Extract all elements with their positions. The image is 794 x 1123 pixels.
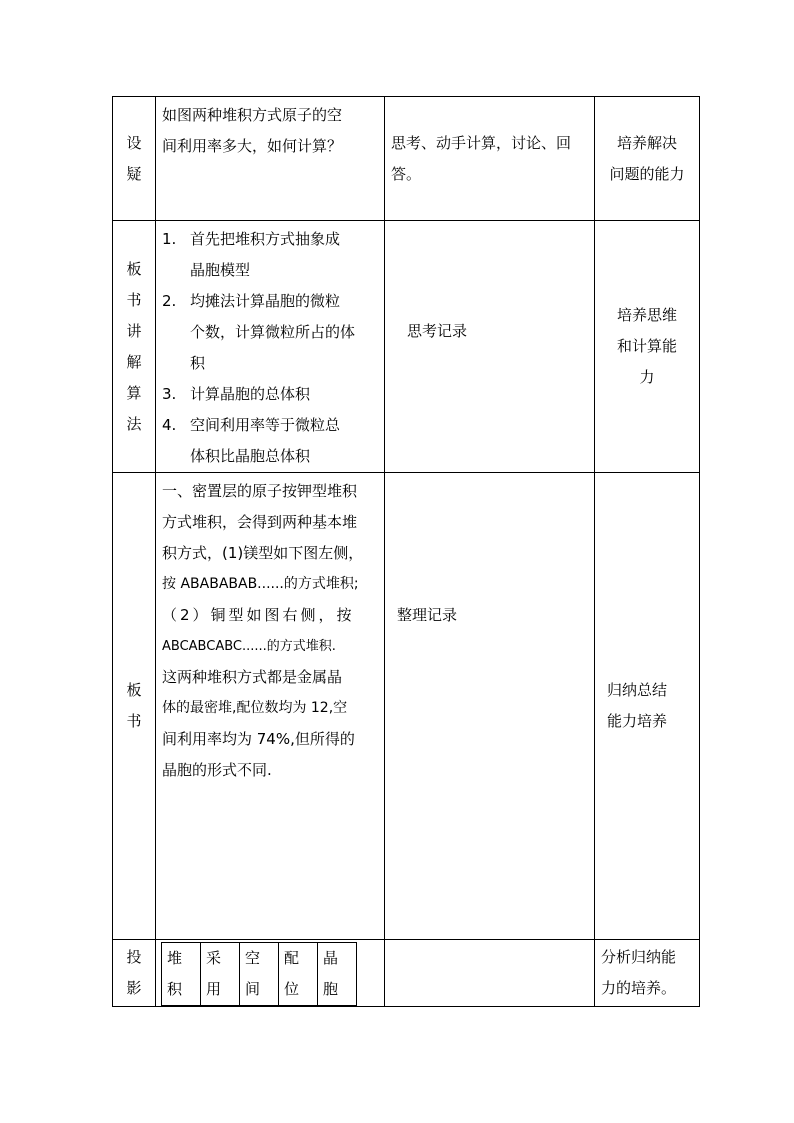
purpose-line: 问题的能力	[609, 164, 685, 183]
label-char: 法	[126, 414, 142, 433]
list-item	[162, 379, 378, 410]
step-line: 个数，计算微粒所占的体	[190, 323, 356, 341]
inner-header-cell	[162, 943, 201, 1006]
header-char: 配	[284, 949, 300, 967]
row-label-board	[113, 473, 156, 940]
label-char: 板	[126, 681, 142, 699]
row-label-question	[113, 97, 156, 221]
list-item	[162, 286, 378, 379]
content-line: 间利用率多大，如何计算？	[162, 137, 343, 155]
step-line: 体积比晶胞总体积	[190, 447, 311, 465]
content-line: 积方式，(1)镁型如下图左侧，	[162, 544, 364, 562]
label-char: 算	[126, 383, 142, 402]
label-char: 疑	[126, 164, 142, 183]
label-char: 板	[126, 259, 142, 278]
header-char: 胞	[323, 980, 339, 998]
label-char: 书	[126, 290, 142, 309]
table-row	[162, 943, 357, 1006]
lesson-plan-table	[112, 96, 700, 1007]
activity-line: 思考、动手计算，讨论、回	[391, 133, 572, 152]
table-row-method	[113, 221, 700, 473]
row-label-method	[113, 221, 156, 473]
label-char: 投	[126, 948, 142, 966]
header-char: 用	[206, 980, 222, 998]
header-char: 晶	[323, 949, 339, 967]
student-activity	[385, 473, 595, 940]
content-line: 晶胞的形式不同.	[162, 761, 272, 779]
student-activity	[385, 940, 595, 1007]
question-content	[156, 97, 385, 221]
purpose-line: 力	[639, 368, 655, 386]
student-activity	[385, 221, 595, 473]
inner-header-cell	[318, 943, 357, 1006]
header-char: 积	[167, 980, 183, 998]
design-purpose	[595, 221, 700, 473]
step-line: 均摊法计算晶胞的微粒	[190, 292, 341, 310]
header-char: 位	[284, 980, 300, 998]
purpose-line: 归纳总结	[607, 681, 668, 699]
step-number: 4.	[162, 416, 177, 434]
purpose-line: 力的培养。	[601, 979, 677, 997]
step-number: 1.	[162, 230, 177, 248]
label-char: 书	[126, 712, 142, 730]
method-steps	[156, 221, 385, 473]
step-line: 晶胞模型	[190, 261, 251, 279]
student-activity	[385, 97, 595, 221]
content-line: 体的最密堆,配位数均为 12,空	[162, 700, 348, 716]
content-line: 一、密置层的原子按钾型堆积	[162, 482, 358, 500]
label-char: 解	[126, 352, 142, 371]
label-char: 影	[126, 979, 142, 997]
activity-line: 整理记录	[397, 606, 458, 624]
content-line: 方式堆积，会得到两种基本堆	[162, 513, 358, 531]
table-row-question	[113, 97, 700, 221]
list-item	[162, 410, 378, 472]
purpose-line: 和计算能	[616, 337, 677, 355]
step-line: 计算晶胞的总体积	[190, 385, 311, 403]
design-purpose	[595, 97, 700, 221]
content-line: 间利用率均为 74%,但所得的	[162, 730, 355, 748]
step-line: 空间利用率等于微粒总	[190, 416, 341, 434]
step-line: 首先把堆积方式抽象成	[190, 230, 341, 248]
inner-header-cell	[279, 943, 318, 1006]
content-line: ABCABCABC......的方式堆积.	[162, 639, 336, 654]
content-line: 按 ABABABAB......的方式堆积;	[162, 576, 359, 592]
inner-header-cell	[240, 943, 279, 1006]
inner-header-cell	[201, 943, 240, 1006]
table-row-board	[113, 473, 700, 940]
design-purpose	[595, 473, 700, 940]
projection-content	[156, 940, 385, 1007]
header-char: 间	[245, 980, 261, 998]
inner-table	[161, 942, 357, 1006]
row-label-projection	[113, 940, 156, 1007]
content-line: 这两种堆积方式都是金属晶	[162, 668, 343, 686]
list-item	[162, 224, 378, 286]
step-number: 2.	[162, 292, 177, 310]
purpose-line: 培养思维	[616, 306, 677, 324]
header-char: 采	[206, 949, 222, 967]
step-number: 3.	[162, 385, 177, 403]
header-char: 堆	[167, 949, 183, 967]
table-row-projection	[113, 940, 700, 1007]
label-char: 设	[126, 133, 142, 152]
purpose-line: 能力培养	[607, 712, 668, 730]
header-char: 空	[245, 949, 261, 967]
content-line: （2）铜型如图右侧，按	[162, 606, 355, 624]
purpose-line: 培养解决	[616, 133, 677, 152]
board-content	[156, 473, 385, 940]
label-char: 讲	[126, 321, 142, 340]
steps-list	[162, 224, 378, 472]
content-line: 如图两种堆积方式原子的空	[162, 106, 343, 124]
activity-line: 思考记录	[407, 322, 468, 340]
activity-line: 答。	[391, 164, 422, 183]
design-purpose	[595, 940, 700, 1007]
purpose-line: 分析归纳能	[601, 948, 677, 966]
step-line: 积	[190, 354, 206, 372]
